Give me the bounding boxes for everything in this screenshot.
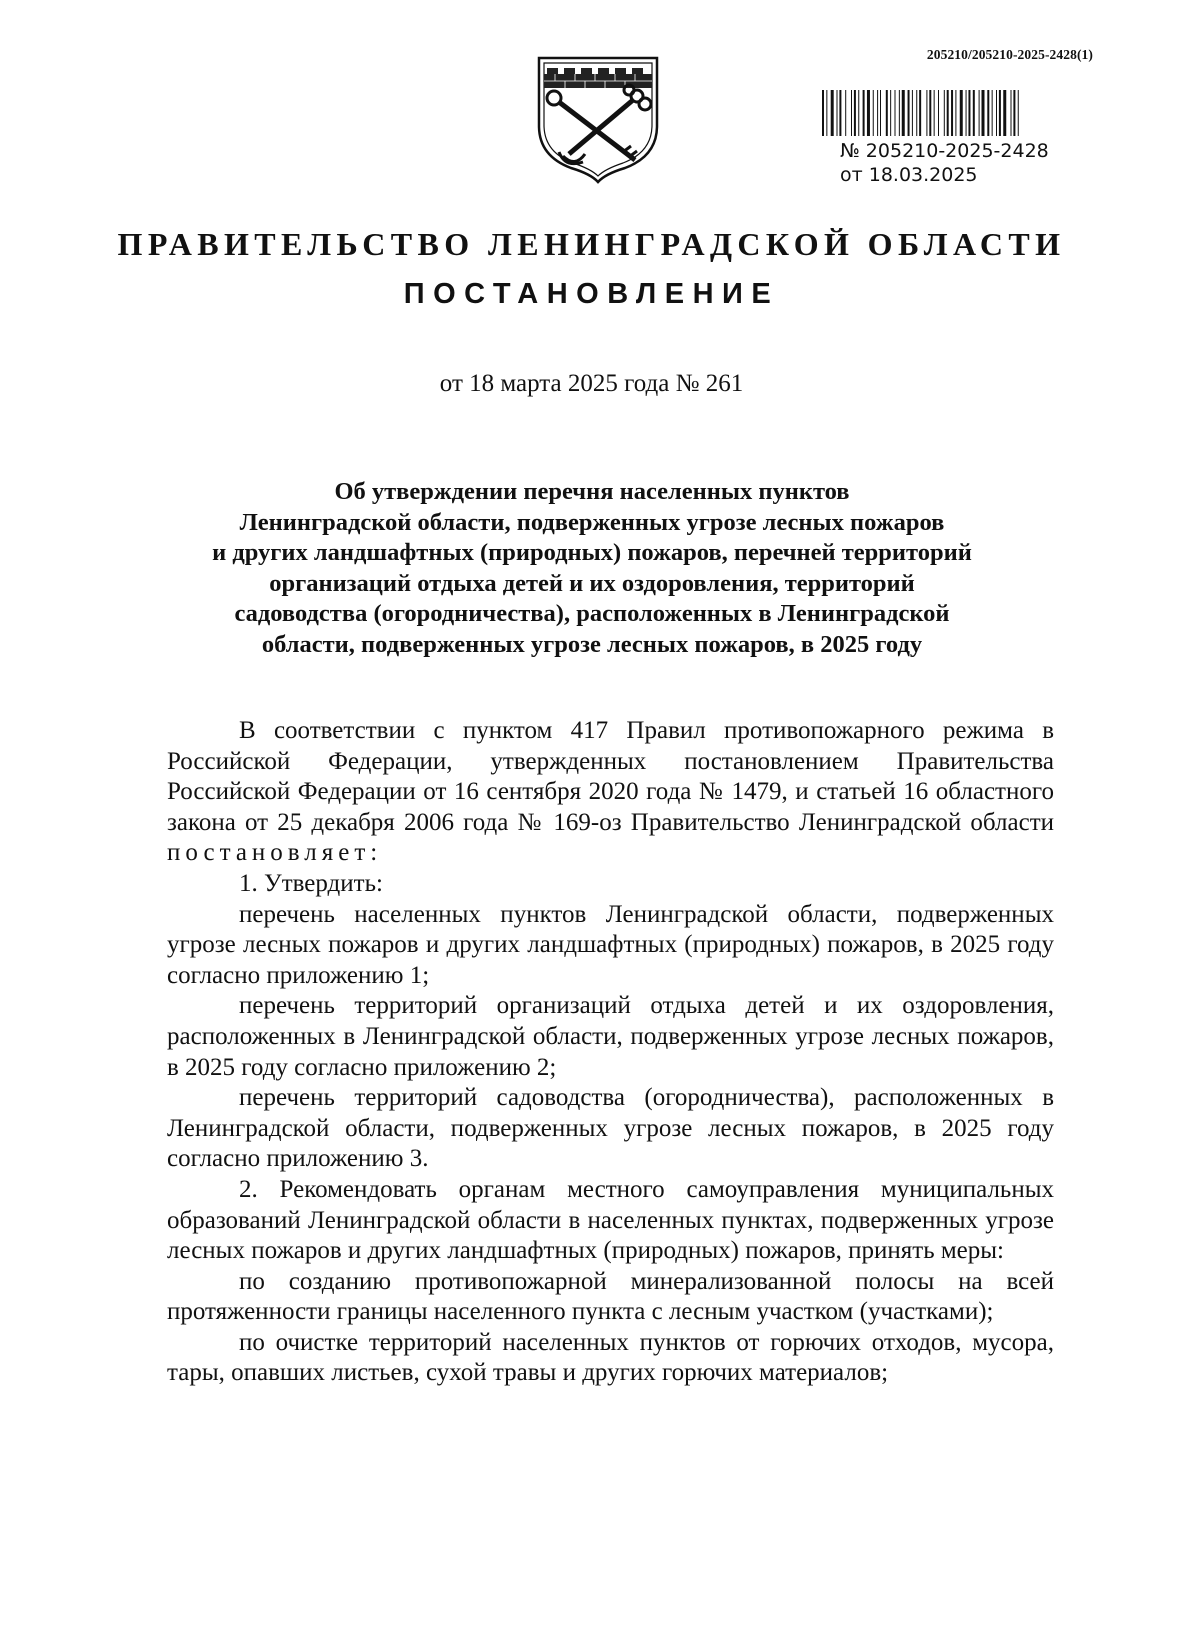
item-2-measure-b: по очистке территорий населенных пунктов от горючих отходов, мусора, тары, опавших листьев, сухой травы и других горючих материалов; [167, 1328, 1054, 1387]
registration-date: от 18.03.2025 [840, 164, 978, 186]
coat-of-arms-icon [535, 56, 661, 184]
item-1-list-c: перечень территорий садоводства (огородничества), расположенных в Ленинградской области, подверженных угрозе лесных пожаров, в 2025 году согласно приложению 3. [167, 1084, 1054, 1173]
subject-line: Об утверждении перечня населенных пунктов [334, 478, 850, 505]
barcode [822, 90, 1088, 136]
item-1-list-b: перечень территорий организаций отдыха детей и их оздоровления, расположенных в Ленинградской области, подверженных угрозе лесных пожаров, в 2025 году согласно приложению 2; [167, 992, 1054, 1081]
subject-line: Ленинградской области, подверженных угрозе лесных пожаров [239, 508, 945, 536]
resolves-word: постановляет: [167, 839, 383, 867]
registration-number: № 205210-2025-2428 [840, 140, 1049, 162]
subject-line: организаций отдыха детей и их оздоровления, территорий [269, 569, 915, 597]
subject-line: садоводства (огородничества), расположенных в Ленинградской [234, 600, 950, 627]
document-kind: ПОСТАНОВЛЕНИЕ [403, 278, 780, 310]
preamble-paragraph [167, 716, 1054, 869]
item-2-measure-a: по созданию противопожарной минерализованной полосы на всей протяженности границы населенного пункта с лесным участком (участками); [167, 1267, 1054, 1326]
item-1-list-a: перечень населенных пунктов Ленинградской области, подверженных угрозе лесных пожаров и других ландшафтных (природных) пожаров, в 2025 году согласно приложению 1; [167, 900, 1054, 989]
document-body [167, 716, 1054, 1389]
subject-line: и других ландшафтных (природных) пожаров, перечней территорий [212, 539, 972, 566]
subject-line: области, подверженных угрозе лесных пожаров, в 2025 году [261, 630, 923, 658]
item-2: 2. Рекомендовать органам местного самоуправления муниципальных образований Ленинградской области в населенных пунктах, подверженных угрозе лесных пожаров и других ландшафтных (природных) пожаров, принять меры: [167, 1175, 1054, 1265]
government-title: ПРАВИТЕЛЬСТВО ЛЕНИНГРАДСКОЙ ОБЛАСТИ [117, 226, 1066, 262]
document-date-number: от 18 марта 2025 года № 261 [439, 370, 744, 397]
item-1: 1. Утвердить: [239, 869, 383, 897]
document-subject [150, 477, 1034, 660]
preamble-text: В соответствии с пунктом 417 Правил противопожарного режима в Российской Федерации, утвержденных постановлением Правительства Российской Федерации от 16 сентября 2020 года № 1479, и статьей 16 областного закона от 25 декабря 2006 года № 169-оз Правительство Ленинградской области [167, 717, 1054, 836]
document-id: 205210/205210-2025-2428(1) [926, 47, 1093, 62]
